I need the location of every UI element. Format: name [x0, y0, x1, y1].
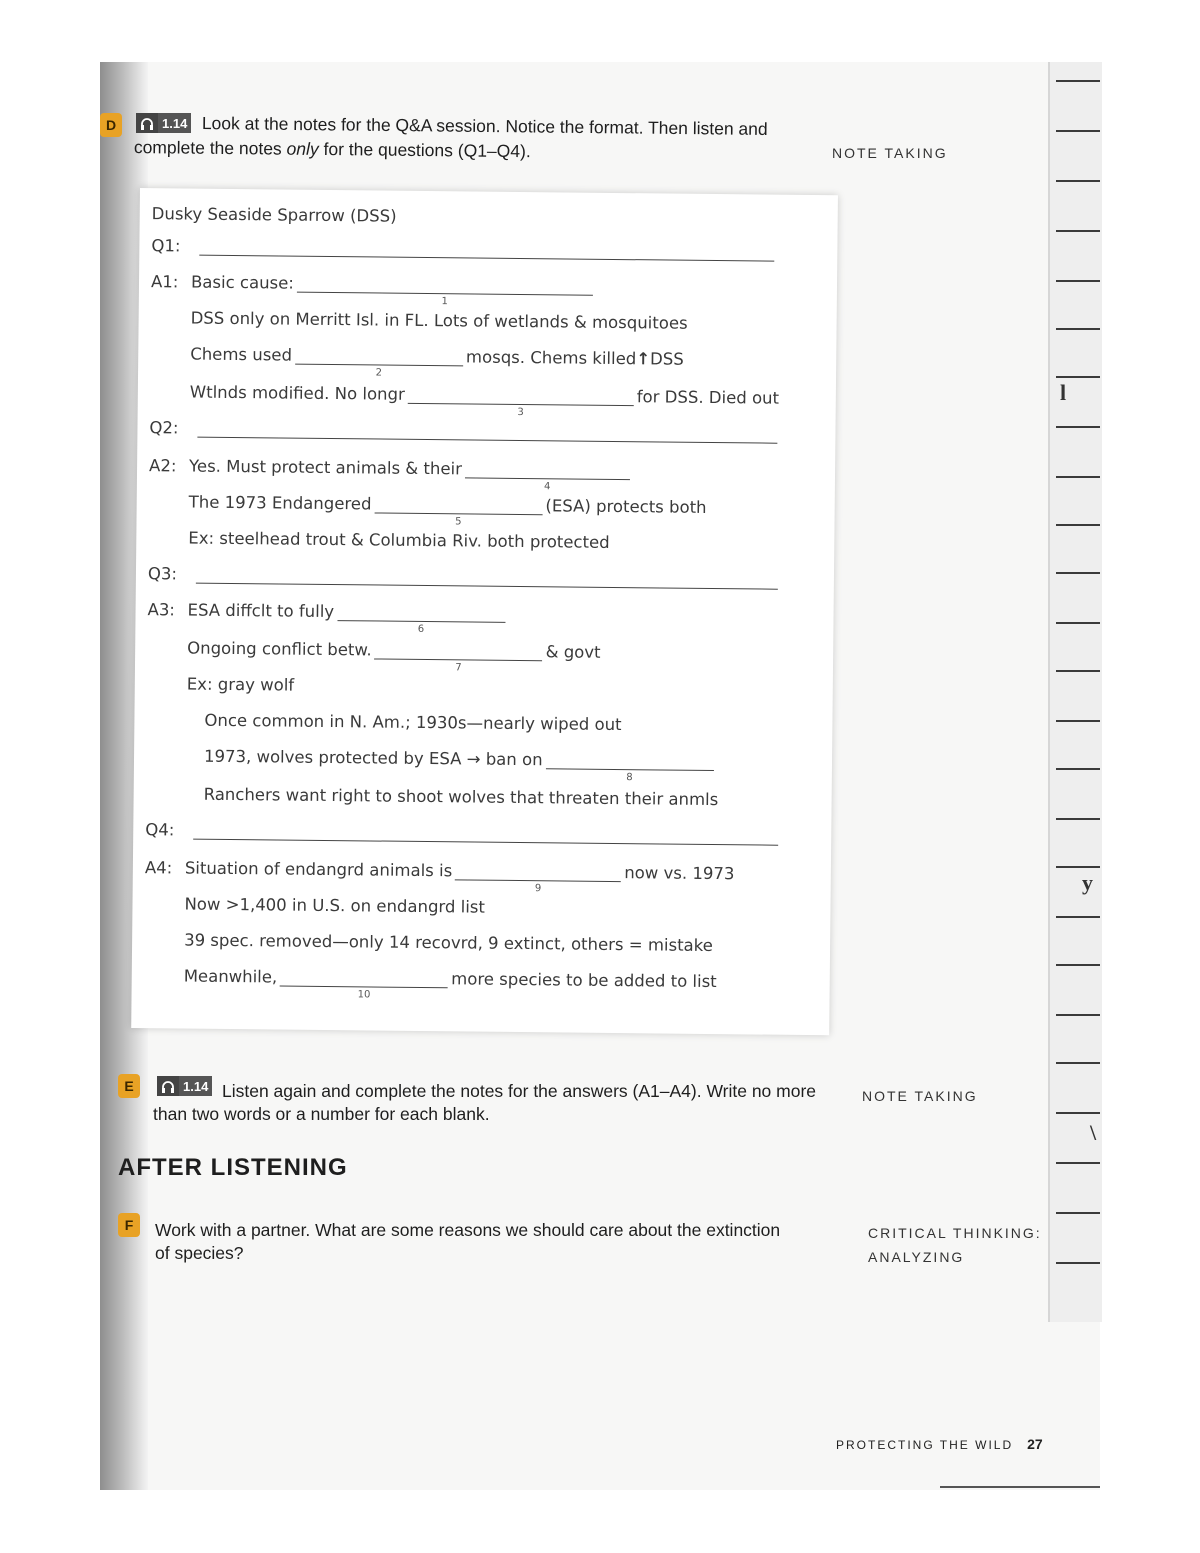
facing-page-rule [1056, 964, 1100, 966]
facing-page-rule [1056, 1262, 1100, 1264]
note-line: 1973, wolves protected by ESA → ban on 8 [146, 746, 717, 771]
facing-page-rule [1056, 328, 1100, 330]
q3-label: Q3: [147, 564, 178, 584]
note-line: DSS only on Merritt Isl. in FL. Lots of wetlands & mosquitoes [190, 308, 688, 333]
a3-label: A3: [147, 600, 176, 620]
exercise-d-audio-track[interactable] [136, 113, 191, 133]
note-line: Ongoing conflict betw. 7 & govt [187, 638, 601, 674]
blank-10[interactable]: 10 [280, 970, 448, 989]
q4-label: Q4: [145, 820, 175, 840]
q4-row [145, 820, 778, 846]
exercise-d-instruction-line1: Look at the notes for the Q&A session. Notice the format. Then listen and [201, 112, 768, 139]
a2-row: A2: Yes. Must protect animals & their 4 [149, 456, 633, 480]
exercise-e-instruction-line2: than two words or a number for each blank. [153, 1104, 490, 1124]
track-number: 1.14 [158, 113, 191, 133]
facing-page-rule [1056, 670, 1100, 672]
blank-8[interactable]: 8 [546, 752, 714, 771]
facing-page-rule [1056, 130, 1100, 132]
note-line: The 1973 Endangered 5 (ESA) protects both [188, 492, 707, 528]
note-line: Meanwhile, 10 more species to be added to list [183, 966, 717, 1001]
note-line: Wtlnds modified. No longr 3 for DSS. Died out [189, 382, 780, 419]
page-footer [836, 1436, 1043, 1452]
page-number: 27 [1027, 1436, 1043, 1452]
facing-page-rule [1056, 180, 1100, 182]
facing-page-rule [1056, 916, 1100, 918]
note-line: Ranchers want right to shoot wolves that threaten their anmls [203, 784, 719, 810]
exercise-d-side-label: NOTE TAKING [832, 145, 948, 161]
note-line: Ex: steelhead trout & Columbia Riv. both protected [188, 528, 610, 552]
section-heading: AFTER LISTENING [118, 1154, 348, 1181]
facing-page-rule [1056, 866, 1100, 868]
exercise-d-instruction-line2: complete the notes only for the questions (Q1–Q4). [133, 136, 531, 162]
exercise-f-instruction-line1: Work with a partner. What are some reasons we should care about the extinction [155, 1220, 781, 1240]
note-line: Chems used 2 mosqs. Chems killed ↑ DSS [190, 344, 684, 379]
notes-card [131, 188, 838, 1035]
q2-answer-line[interactable] [197, 421, 777, 444]
facing-page-rule [1056, 768, 1100, 770]
facing-page-rule [1056, 818, 1100, 820]
blank-7[interactable]: 7 [375, 642, 543, 661]
q2-label: Q2: [149, 418, 179, 438]
exercise-e-side-label: NOTE TAKING [862, 1088, 978, 1104]
note-line: Now >1,400 in U.S. on endangrd list [184, 894, 486, 917]
headphones-icon [136, 113, 158, 133]
exercise-e-instruction-line1: Listen again and complete the notes for the answers (A1–A4). Write no more [222, 1081, 817, 1101]
facing-page-rule [1056, 476, 1100, 478]
facing-page-rule [1056, 1062, 1100, 1064]
facing-page-letter: l [1060, 380, 1067, 405]
facing-page-rule [1056, 622, 1100, 624]
a4-row: A4: Situation of endangrd animals is 9 now vs. 1973 [144, 858, 735, 895]
a1-row: A1: Basic cause: 1 [151, 272, 596, 296]
blank-6[interactable]: 6 [337, 604, 505, 623]
facing-page-letter: \ [1090, 1120, 1097, 1145]
facing-page-rule [1056, 1162, 1100, 1164]
exercise-d-badge: D [100, 113, 122, 137]
facing-page-rule [1056, 1212, 1100, 1214]
blank-4[interactable]: 4 [465, 461, 630, 480]
facing-page-rule [1056, 280, 1100, 282]
exercise-e-audio-track[interactable] [157, 1076, 212, 1096]
q3-answer-line[interactable] [196, 567, 778, 590]
exercise-f-side-label-line2: ANALYZING [868, 1249, 965, 1265]
q1-label: Q1: [151, 236, 181, 256]
q3-row [148, 564, 778, 590]
exercise-f-side-label-line1: CRITICAL THINKING: [868, 1225, 1042, 1241]
exercise-e-badge: E [118, 1074, 140, 1098]
blank-5[interactable]: 5 [374, 496, 542, 515]
page-edge-line [940, 1486, 1100, 1488]
a3-row: A3: ESA diffclt to fully 6 [147, 600, 508, 623]
blank-2[interactable]: 2 [295, 348, 463, 367]
facing-page-rule [1056, 572, 1100, 574]
q4-answer-line[interactable] [193, 823, 778, 846]
blank-3[interactable]: 3 [408, 387, 634, 406]
facing-page-rule [1056, 1014, 1100, 1016]
exercise-f-instruction-line2: of species? [155, 1243, 244, 1263]
up-arrow-icon: ↑ [636, 349, 651, 369]
facing-page-rule [1056, 80, 1100, 82]
facing-page-rule [1056, 1112, 1100, 1114]
a2-label: A2: [148, 456, 177, 476]
note-line: Once common in N. Am.; 1930s—nearly wiped out [204, 710, 622, 735]
a4-label: A4: [144, 858, 173, 878]
track-number: 1.14 [179, 1076, 212, 1096]
exercise-f-badge: F [118, 1213, 140, 1237]
note-line: 39 spec. removed—only 14 recovrd, 9 extinct, others = mistake [184, 930, 713, 956]
note-line: Ex: gray wolf [186, 674, 295, 695]
blank-1[interactable]: 1 [297, 276, 593, 296]
facing-page-letter: y [1082, 870, 1093, 895]
notes-title: Dusky Seaside Sparrow (DSS) [151, 204, 397, 226]
facing-page-rule [1056, 376, 1100, 378]
a1-label: A1: [150, 272, 179, 292]
q1-answer-line[interactable] [199, 239, 774, 262]
q2-row [149, 418, 777, 444]
running-title: PROTECTING THE WILD [836, 1438, 1014, 1452]
facing-page-rule [1056, 524, 1100, 526]
q1-row [151, 236, 774, 262]
blank-9[interactable]: 9 [455, 863, 621, 882]
facing-page-rule [1056, 230, 1100, 232]
facing-page-rule [1056, 426, 1100, 428]
headphones-icon [157, 1076, 179, 1096]
facing-page-rule [1056, 720, 1100, 722]
